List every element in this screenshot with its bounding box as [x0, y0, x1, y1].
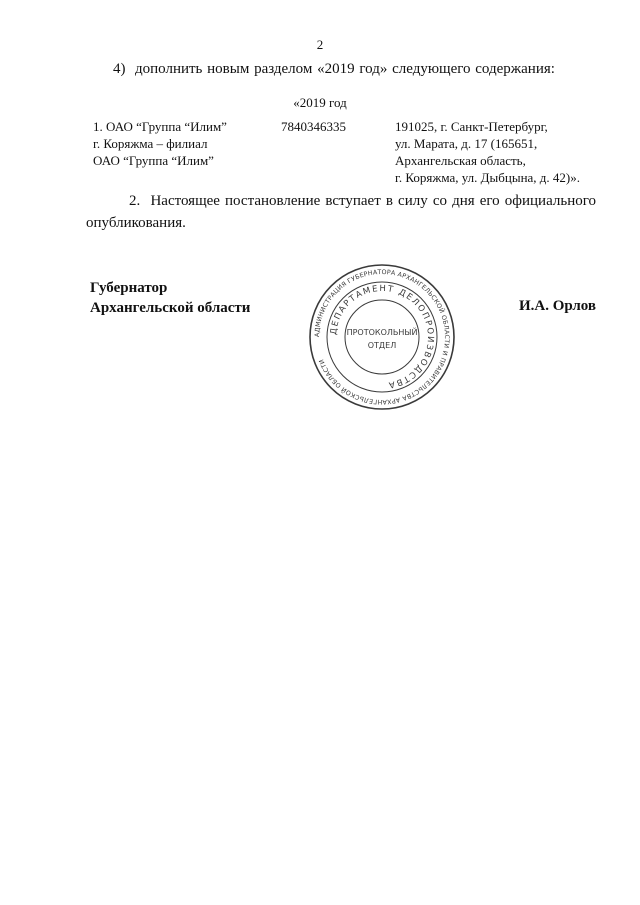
address-line: ул. Марата, д. 17 (165651, [395, 136, 538, 151]
organization-name-cell [93, 118, 278, 169]
inn-cell: 7840346335 [281, 119, 346, 134]
signatory-name: И.А. Орлов [518, 298, 596, 314]
address-line: г. Коряжма, ул. Дыбцына, д. 42)». [395, 170, 581, 185]
organization-name-line: 1. ОАО “Группа “Илим” [93, 119, 227, 134]
signature-title-line: Губернатор [90, 280, 168, 296]
signature-title [90, 278, 250, 318]
address-cell [395, 118, 595, 186]
section-heading-2019: «2019 год [293, 95, 347, 110]
organization-name-line: г. Коряжма – филиал [93, 136, 208, 151]
seal-inner-text: ДЕПАРТАМЕНТ ДЕЛОПРОИЗВОДСТВА [328, 283, 436, 390]
seal-center-line: ОТДЕЛ [367, 341, 397, 350]
signature-title-line: Архангельской области [90, 300, 251, 316]
seal-outer-text: АДМИНИСТРАЦИЯ ГУБЕРНАТОРА АРХАНГЕЛЬСКОЙ ОБЛАСТИ И ПРАВИТЕЛЬСТВА АРХАНГЕЛЬСКОЙ ОБЛАСТИ [313, 268, 451, 406]
paragraph-2: 2. Настоящее постановление вступает в силу со дня его официального опубликования. [86, 193, 596, 231]
address-line: Архангельская область, [395, 153, 526, 168]
page-number: 2 [316, 37, 324, 52]
official-seal [307, 262, 457, 412]
list-item-4: 4) дополнить новым разделом «2019 год» следующего содержания: [113, 61, 555, 77]
organization-name-line: ОАО “Группа “Илим” [93, 153, 214, 168]
seal-center-line: ПРОТОКОЛЬНЫЙ [346, 328, 418, 337]
address-line: 191025, г. Санкт-Петербург, [395, 119, 548, 134]
